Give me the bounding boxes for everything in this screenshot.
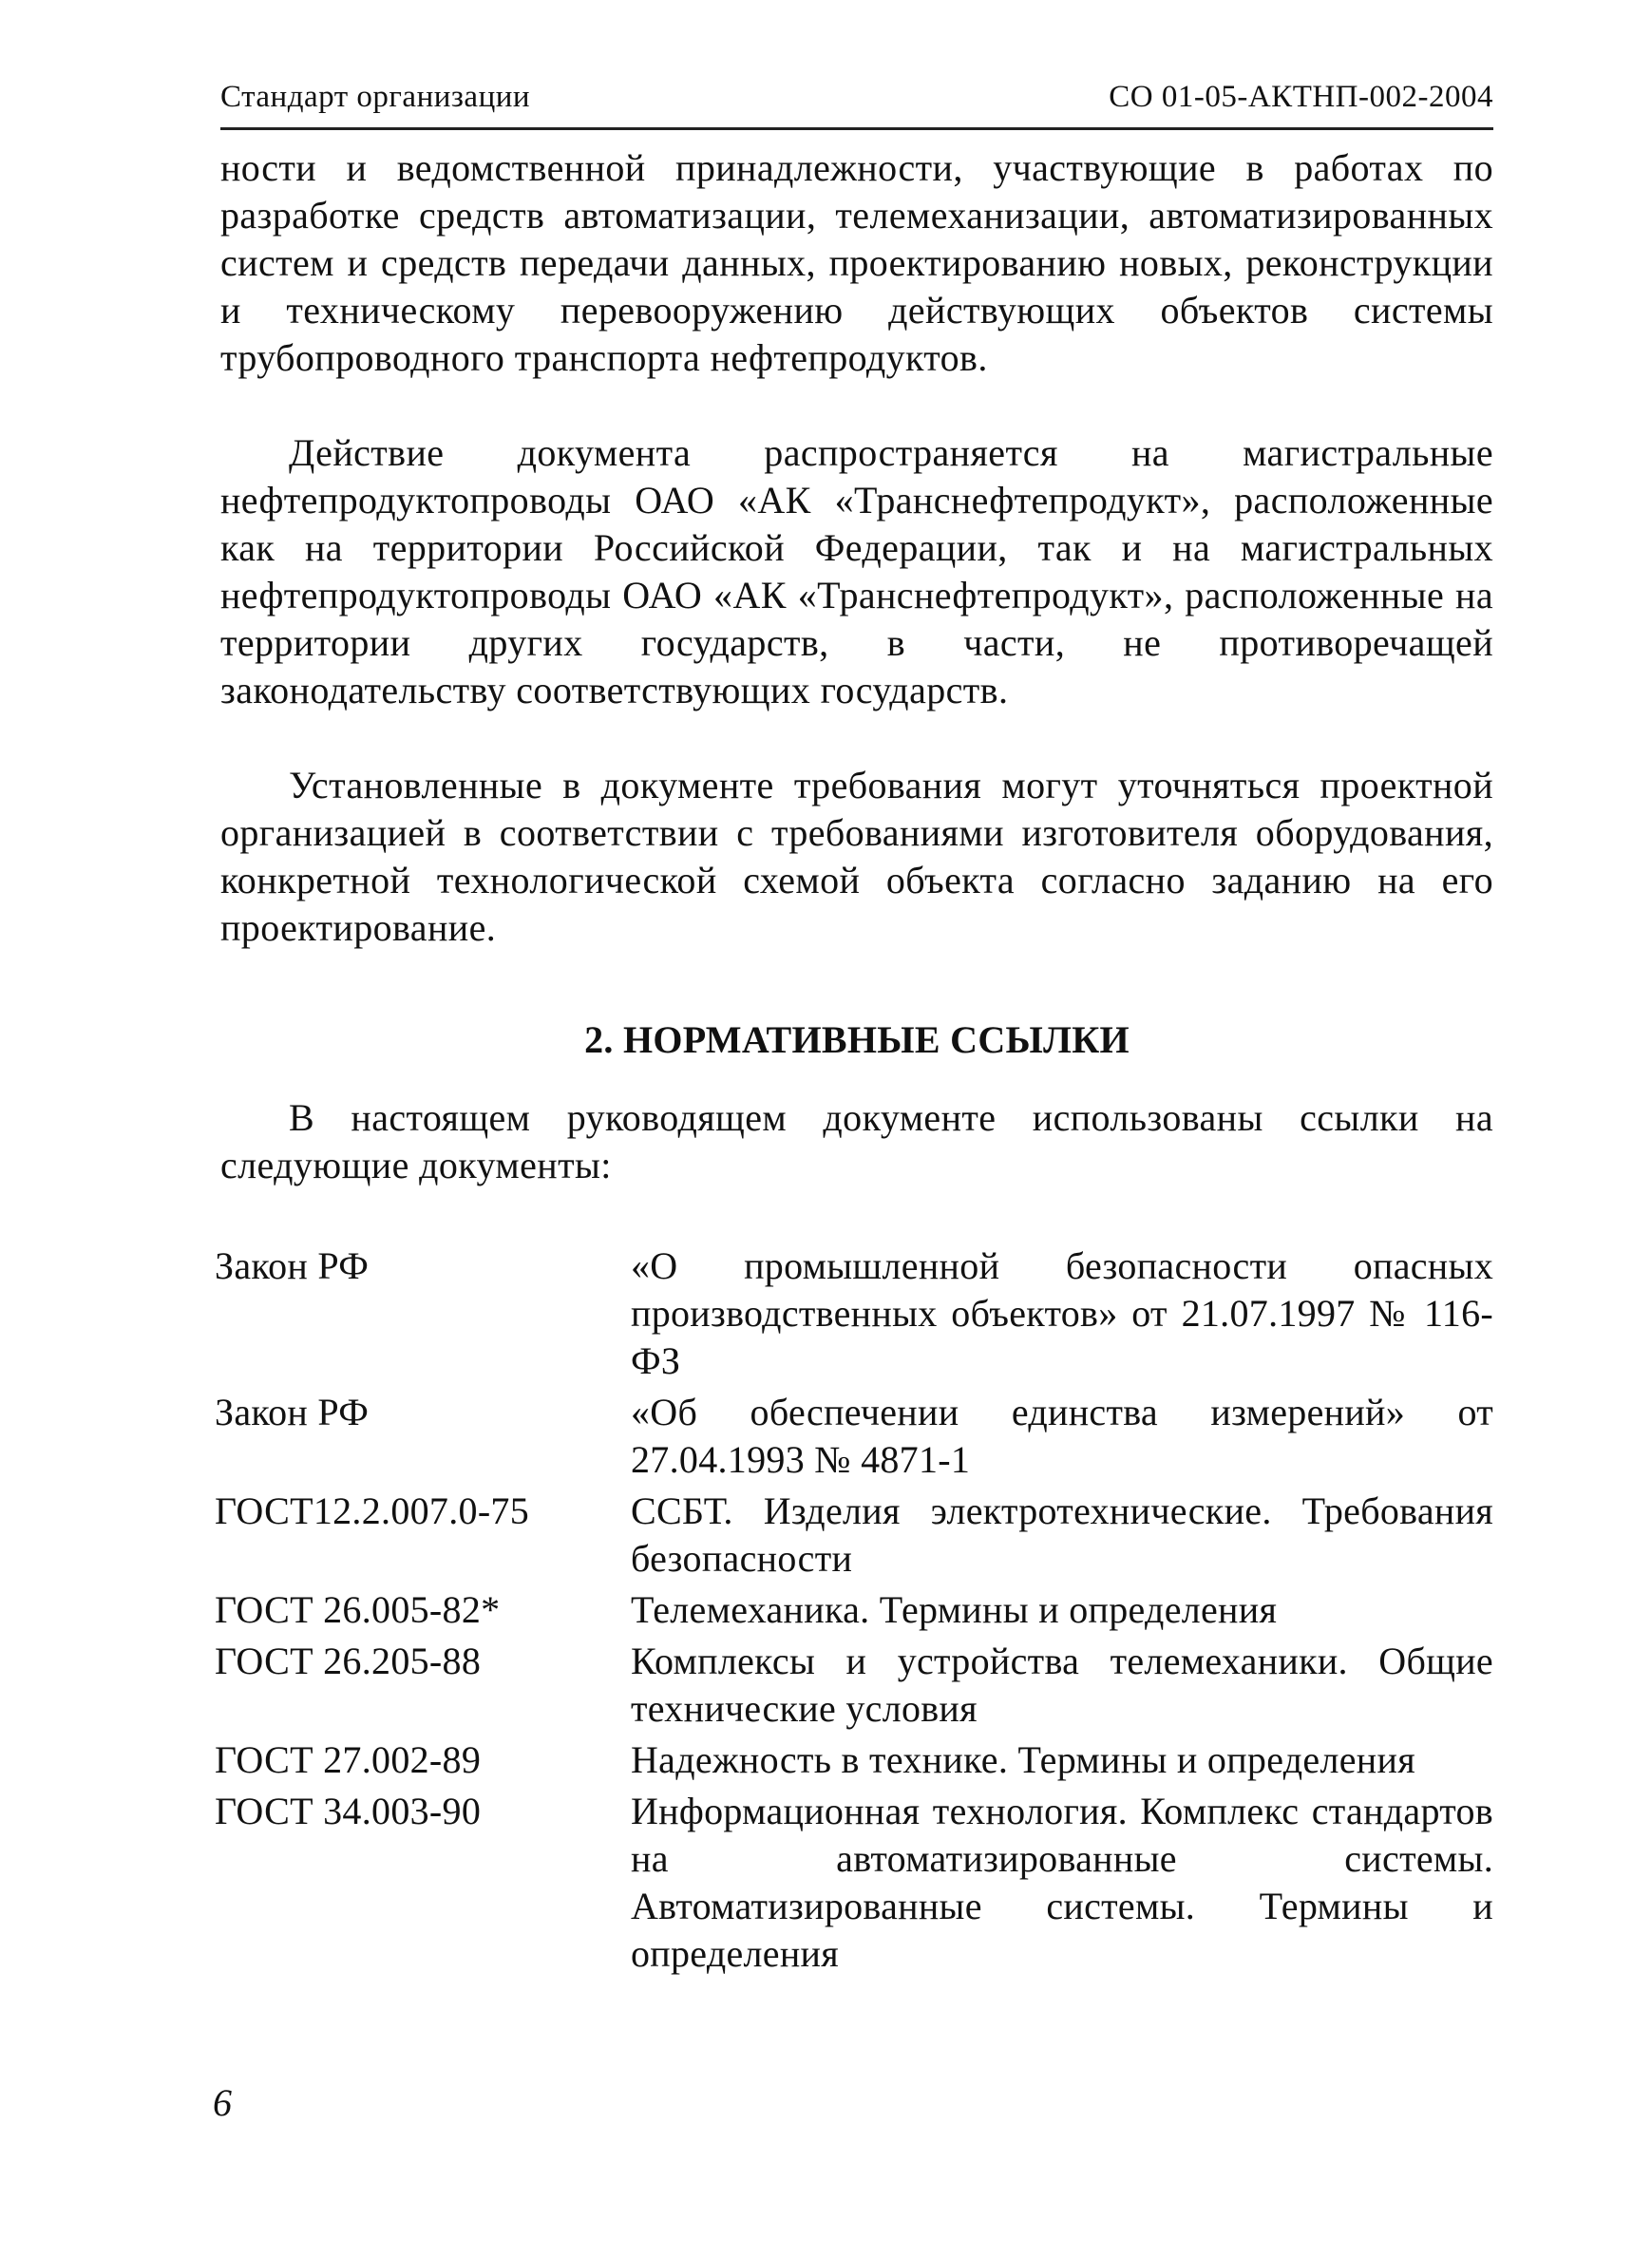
reference-title: Информационная технология. Комплекс стандартов на автоматизированные системы. Автоматизированные системы. Термины и определения xyxy=(631,1790,1493,1975)
section-intro: В настоящем руководящем документе использованы ссылки на следующие документы: xyxy=(220,1096,1493,1186)
reference-title: Надежность в технике. Термины и определения xyxy=(631,1738,1415,1781)
reference-code: ГОСТ 27.002-89 xyxy=(215,1738,482,1781)
section-heading: 2. НОРМАТИВНЫЕ ССЫЛКИ xyxy=(584,1018,1130,1061)
reference-row xyxy=(215,1638,1493,1733)
header-document-code: СО 01-05-АКТНП-002-2004 xyxy=(1109,80,1493,114)
page-header xyxy=(220,74,1493,130)
header-organization-standard: Стандарт организации xyxy=(220,80,531,114)
reference-code: Закон РФ xyxy=(215,1391,370,1433)
reference-row xyxy=(215,1788,1493,1978)
reference-title: «О промышленной безопасности опасных производственных объектов» от 21.07.1997 № 116-ФЗ xyxy=(631,1244,1493,1382)
reference-row xyxy=(215,1736,1493,1784)
reference-title: Комплексы и устройства телемеханики. Общие технические условия xyxy=(631,1640,1493,1730)
references-list xyxy=(215,1242,1493,1982)
reference-code: ГОСТ 26.005-82* xyxy=(215,1588,501,1631)
reference-code: ГОСТ 26.205-88 xyxy=(215,1640,482,1682)
reference-row xyxy=(215,1242,1493,1385)
reference-title: Телемеханика. Термины и определения xyxy=(631,1588,1278,1631)
reference-row xyxy=(215,1488,1493,1583)
reference-row xyxy=(215,1586,1493,1634)
reference-title: ССБТ. Изделия электротехнические. Требования безопасности xyxy=(631,1489,1493,1580)
reference-row xyxy=(215,1389,1493,1484)
reference-code: ГОСТ12.2.007.0-75 xyxy=(215,1489,530,1532)
paragraph-requirements-refinement: Установленные в документе требования могут уточняться проектной организацией в соответствии с требованиями изготовителя оборудования, конкретной технологической схемой объекта согласно заданию на его проектирование. xyxy=(220,764,1493,949)
reference-code: ГОСТ 34.003-90 xyxy=(215,1790,482,1832)
paragraph-applicability: Действие документа распространяется на магистральные нефтепродуктопроводы ОАО «АК «Транснефтепродукт», расположенные как на территории Российской Федерации, так и на магистральных нефтепродуктопроводы ОАО «АК «Транснефтепродукт», расположенные на территории других государств, в части, не противоречащей законодательству соответствующих государств. xyxy=(220,431,1493,711)
reference-title: «Об обеспечении единства измерений» от 27.04.1993 № 4871-1 xyxy=(631,1391,1493,1481)
page-number: 6 xyxy=(213,2081,232,2124)
reference-code: Закон РФ xyxy=(215,1244,370,1287)
paragraph-scope-continuation: ности и ведомственной принадлежности, участвующие в работах по разработке средств автоматизации, телемеханизации, автоматизированных систем и средств передачи данных, проектированию новых, реконструкции и техническому перевооружению действующих объектов системы трубопроводного транспорта нефтепродуктов. xyxy=(220,146,1493,379)
